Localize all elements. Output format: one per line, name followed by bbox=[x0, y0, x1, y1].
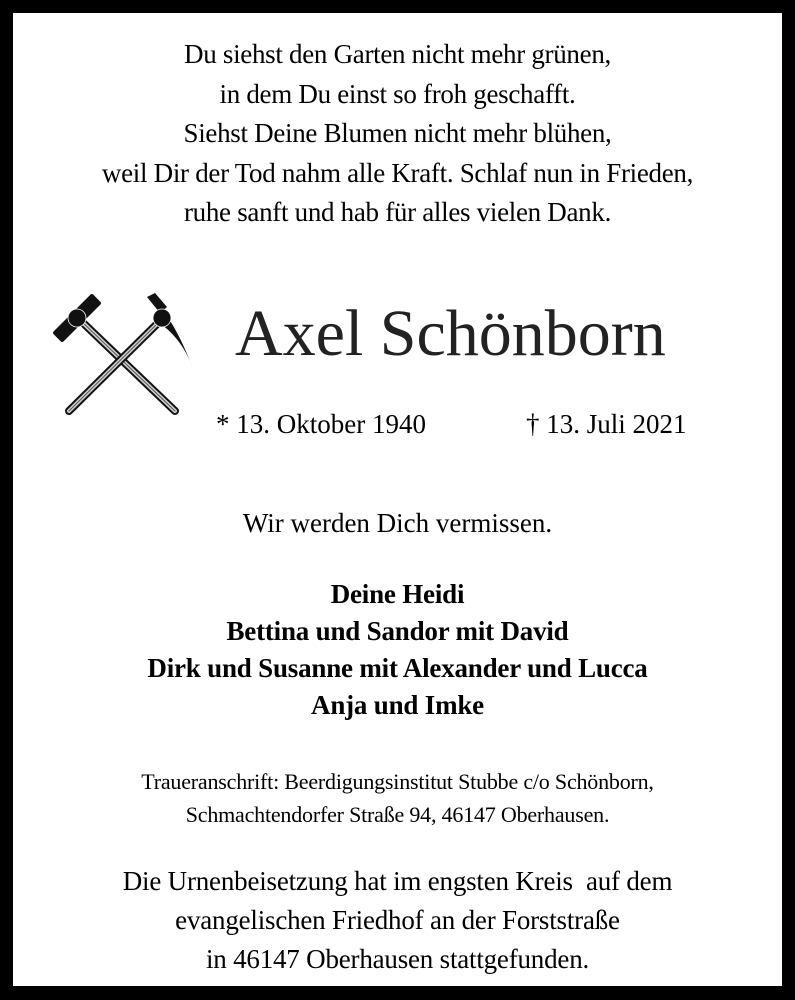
mourning-address bbox=[13, 765, 782, 831]
crossed-hammer-and-pick-icon bbox=[47, 289, 197, 419]
obituary-card bbox=[13, 13, 782, 986]
burial-notice bbox=[13, 862, 782, 979]
burial-line: in 46147 Oberhausen stattgefunden. bbox=[205, 944, 590, 974]
poem-line: Siehst Deine Blumen nicht mehr blühen, bbox=[183, 118, 612, 148]
poem-line: in dem Du einst so froh geschafft. bbox=[219, 78, 576, 109]
family-line: Dirk und Susanne mit Alexander und Lucca bbox=[147, 653, 648, 683]
family-line: Deine Heidi bbox=[330, 579, 465, 609]
family-line: Bettina und Sandor mit David bbox=[226, 616, 569, 646]
burial-line: Die Urnenbeisetzung hat im engsten Kreis auf dem bbox=[122, 866, 673, 896]
poem-line: Du siehst den Garten nicht mehr grünen, bbox=[184, 39, 611, 69]
burial-line: evangelischen Friedhof an der Forststraße bbox=[175, 905, 620, 935]
birth-date: * 13. Oktober 1940 bbox=[216, 409, 426, 439]
poem-line: weil Dir der Tod nahm alle Kraft. Schlaf nun in Frieden, bbox=[101, 157, 694, 188]
poem-line: ruhe sanft und hab für alles vielen Dank. bbox=[183, 197, 612, 227]
address-line: Schmachtendorfer Straße 94, 46147 Oberhausen. bbox=[185, 802, 610, 827]
family-signatures bbox=[13, 576, 782, 724]
address-line: Traueranschrift: Beerdigungsinstitut Stubbe c/o Schönborn, bbox=[141, 769, 654, 794]
family-line: Anja und Imke bbox=[311, 690, 484, 720]
poem bbox=[13, 35, 782, 233]
farewell-text: Wir werden Dich vermissen. bbox=[242, 508, 553, 538]
deceased-name: Axel Schönborn bbox=[235, 297, 666, 370]
death-date: † 13. Juli 2021 bbox=[526, 409, 687, 439]
